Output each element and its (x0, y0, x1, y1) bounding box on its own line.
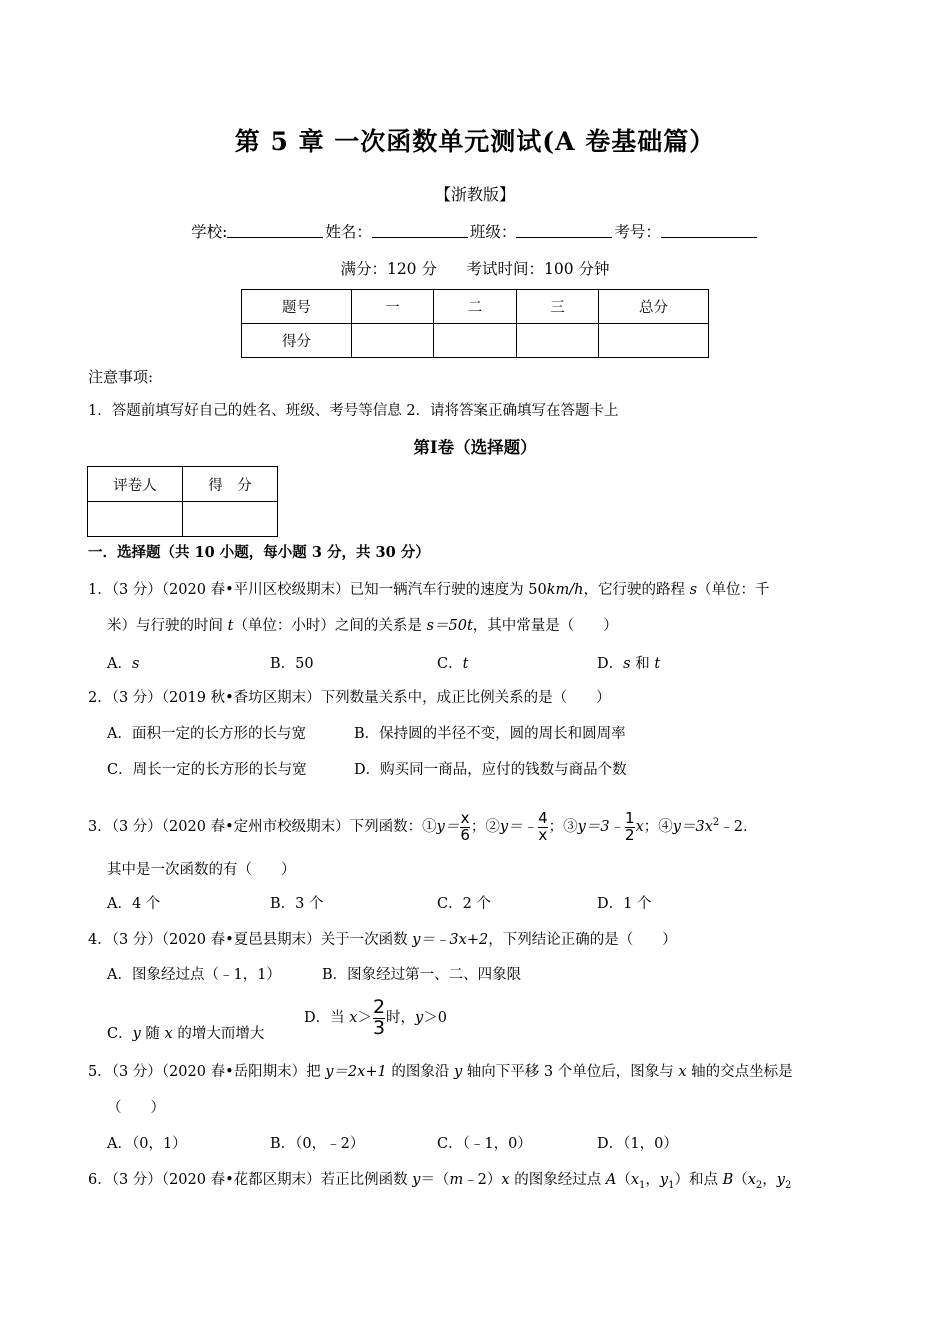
question-1-line-1: 1．（3 分）（2020 春•平川区校级期末）已知一辆汽车行驶的速度为 50km/h，它行驶的路程 s（单位：千 (88, 582, 770, 598)
question-4-option-a: A．图象经过点（﹣1，1） (107, 967, 281, 983)
part-title: 第Ⅰ卷（选择题） (413, 438, 537, 457)
student-info-line (0, 220, 950, 242)
question-5-option-b: B．（0，﹣2） (270, 1136, 365, 1152)
question-2-option-d: D．购买同一商品，应付的钱数与商品个数 (354, 762, 627, 778)
edition-label: 【浙教版】 (434, 185, 515, 204)
question-2-stem: 2．（3 分）（2019 秋•香坊区期末）下列数量关系中，成正比例关系的是（ ） (88, 690, 611, 706)
notes-heading: 注意事项: (88, 368, 154, 386)
fraction-x-over-6: $\frac{x}{6}$ (460, 808, 470, 844)
notes-text: 1．答题前填写好自己的姓名、班级、考号等信息 2．请将答案正确填写在答题卡上 (88, 403, 619, 419)
score-cell (599, 324, 709, 358)
question-3-option-b: B．3 个 (270, 896, 324, 912)
question-1-option-c: C．t (437, 656, 469, 672)
question-5-stem: 5．（3 分）（2020 春•岳阳期末）把 y＝2x+1 的图象沿 y 轴向下平移 3 个单位后，图象与 x 轴的交点坐标是 (88, 1064, 793, 1080)
score-cell (517, 324, 599, 358)
score-header-cell: 二 (434, 290, 517, 324)
score-table (241, 289, 709, 358)
question-1-option-d: D．s 和 t (597, 656, 661, 672)
score-header-cell: 三 (517, 290, 599, 324)
number-label: 考号： (614, 223, 661, 241)
question-5-option-a: A．（0，1） (107, 1136, 187, 1152)
question-1-line-2: 米）与行驶的时间 t（单位：小时）之间的关系是 s＝50t，其中常量是（ ） (107, 618, 618, 634)
score-row-label: 得分 (242, 324, 352, 358)
grader-label: 评卷人 (88, 467, 183, 502)
fraction-4-over-x: $\frac{4}{x}$ (538, 808, 548, 844)
grader-cell (88, 502, 183, 537)
page-title: 第 5 章 一次函数单元测试(A 卷基础篇） (234, 127, 716, 156)
question-4-stem: 4．（3 分）（2020 春•夏邑县期末）关于一次函数 y＝﹣3x+2，下列结论正确的是（ ） (88, 932, 677, 948)
question-3-option-a: A．4 个 (107, 896, 161, 912)
question-2-option-b: B．保持圆的半径不变，圆的周长和圆周率 (354, 726, 626, 742)
exam-meta: 满分：120 分 考试时间：100 分钟 (340, 260, 610, 278)
score-cell (352, 324, 434, 358)
question-1-option-b: B．50 (270, 656, 314, 672)
question-3-option-c: C．2 个 (437, 896, 491, 912)
question-3-option-d: D．1 个 (597, 896, 652, 912)
question-4-option-d: D．当 x＞ $\frac{2}{3}$ 时，y＞0 (304, 996, 447, 1039)
question-5-line-2: （ ） (107, 1100, 165, 1116)
fraction-1-over-2: $\frac{1}{2}$ (625, 808, 635, 844)
question-3-line-2: 其中是一次函数的有（ ） (107, 862, 296, 878)
section-title: 一．选择题（共 10 小题，每小题 3 分，共 30 分） (88, 544, 430, 561)
school-label: 学校: (191, 223, 228, 241)
question-6-stem: 6．（3 分）（2020 春•花都区期末）若正比例函数 y＝（m﹣2）x 的图象经过点 $A(x_1$，$y_1$）和点 $B(x_2$，$y_2$ (88, 1172, 792, 1191)
name-label: 姓名： (325, 223, 372, 241)
score-header-cell: 总分 (599, 290, 709, 324)
number-blank (661, 223, 757, 238)
class-label: 班级： (469, 223, 517, 241)
score-cell (434, 324, 517, 358)
question-5-option-d: D．（1，0） (597, 1136, 678, 1152)
score-header-cell: 题号 (242, 290, 352, 324)
score-header-cell: 一 (352, 290, 434, 324)
question-5-option-c: C．（﹣1，0） (437, 1136, 532, 1152)
question-2-option-a: A．面积一定的长方形的长与宽 (107, 726, 306, 742)
question-4-option-b: B．图象经过第一、二、四象限 (322, 967, 522, 983)
grader-cell (183, 502, 278, 537)
name-blank (372, 223, 468, 238)
question-3-stem: 3．（3 分）（2020 春•定州市校级期末）下列函数：①y＝ $\frac{x}{6}$ ；②y＝﹣ $\frac{4}{x}$ ；③y＝3﹣ $\frac{1}{2}$ x；$④y=3x^2﹣2$． (88, 808, 758, 844)
question-2-option-c: C．周长一定的长方形的长与宽 (107, 762, 307, 778)
fraction-2-over-3: $\frac{2}{3}$ (372, 996, 386, 1039)
grader-table (87, 466, 278, 537)
question-4-option-c: C．y 随 x 的增大而增大 (107, 1026, 265, 1042)
grader-score-label: 得 分 (183, 467, 278, 502)
school-blank (227, 223, 323, 238)
class-blank (516, 223, 612, 238)
question-1-option-a: A．s (107, 656, 140, 672)
